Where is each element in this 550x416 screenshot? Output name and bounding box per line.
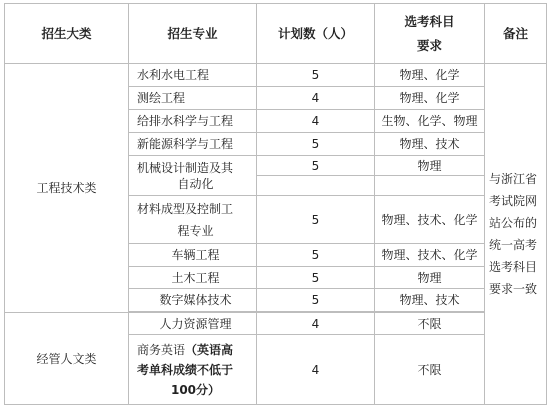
major-cell: 给排水科学与工程 — [129, 110, 257, 133]
major-requirement-2: 考单科成绩不低于 — [137, 362, 234, 377]
plan-cell: 4 — [257, 87, 375, 110]
subjects-cell: 物理 — [375, 267, 485, 289]
major-line-1: 机械设计制造及其 — [137, 160, 234, 175]
subjects-cell: 生物、化学、物理 — [375, 110, 485, 133]
major-line-2: 自动化 — [177, 176, 214, 191]
plan-cell-empty — [257, 176, 375, 196]
plan-cell: 5 — [257, 64, 375, 87]
note-cell: 与浙江省考试院网站公布的统一高考选考科目要求一致 — [485, 64, 547, 405]
subjects-cell: 不限 — [375, 335, 485, 405]
plan-cell: 4 — [257, 335, 375, 405]
major-cell: 新能源科学与工程 — [129, 133, 257, 156]
major-cell: 车辆工程 — [129, 244, 257, 267]
header-subjects-line2: 要求 — [416, 37, 442, 53]
major-cell: 土木工程 — [129, 267, 257, 289]
plan-cell: 5 — [257, 289, 375, 312]
major-prefix: 商务英语 — [137, 342, 186, 357]
subjects-cell: 不限 — [375, 313, 485, 335]
header-plan: 计划数（人） — [257, 4, 375, 64]
category-cell: 工程技术类 — [5, 64, 129, 313]
plan-cell: 4 — [257, 313, 375, 335]
subjects-cell: 物理、化学 — [375, 87, 485, 110]
plan-cell: 5 — [257, 244, 375, 267]
admission-plan-table — [4, 3, 547, 405]
table-row — [5, 313, 547, 335]
header-subjects-line1: 选考科目 — [404, 13, 455, 29]
subjects-cell: 物理、技术、化学 — [375, 196, 485, 244]
table-row — [5, 64, 547, 87]
plan-cell: 5 — [257, 196, 375, 244]
major-line-1: 材料成型及控制工 — [137, 201, 234, 216]
major-requirement-1: （英语高 — [185, 342, 234, 357]
plan-cell: 5 — [257, 267, 375, 289]
major-cell: 人力资源管理 — [129, 313, 257, 335]
table-header-row — [5, 4, 547, 64]
plan-cell: 5 — [257, 156, 375, 176]
major-requirement-3: 100分） — [170, 382, 221, 397]
subjects-cell: 物理、技术 — [375, 289, 485, 312]
subjects-cell: 物理、技术 — [375, 133, 485, 156]
subjects-cell: 物理、化学 — [375, 64, 485, 87]
major-cell: 水利水电工程 — [129, 64, 257, 87]
header-category: 招生大类 — [5, 4, 129, 64]
major-cell — [129, 156, 257, 196]
subjects-cell-empty — [375, 176, 485, 196]
major-cell: 数字媒体技术 — [129, 289, 257, 312]
plan-cell: 5 — [257, 133, 375, 156]
subjects-cell: 物理、技术、化学 — [375, 244, 485, 267]
subjects-cell: 物理 — [375, 156, 485, 176]
plan-cell: 4 — [257, 110, 375, 133]
category-cell: 经管人文类 — [5, 313, 129, 405]
major-cell — [129, 335, 257, 405]
header-subjects — [375, 4, 485, 64]
header-note: 备注 — [485, 4, 547, 64]
major-cell — [129, 196, 257, 244]
major-cell: 测绘工程 — [129, 87, 257, 110]
major-line-2: 程专业 — [177, 223, 214, 238]
header-major: 招生专业 — [129, 4, 257, 64]
